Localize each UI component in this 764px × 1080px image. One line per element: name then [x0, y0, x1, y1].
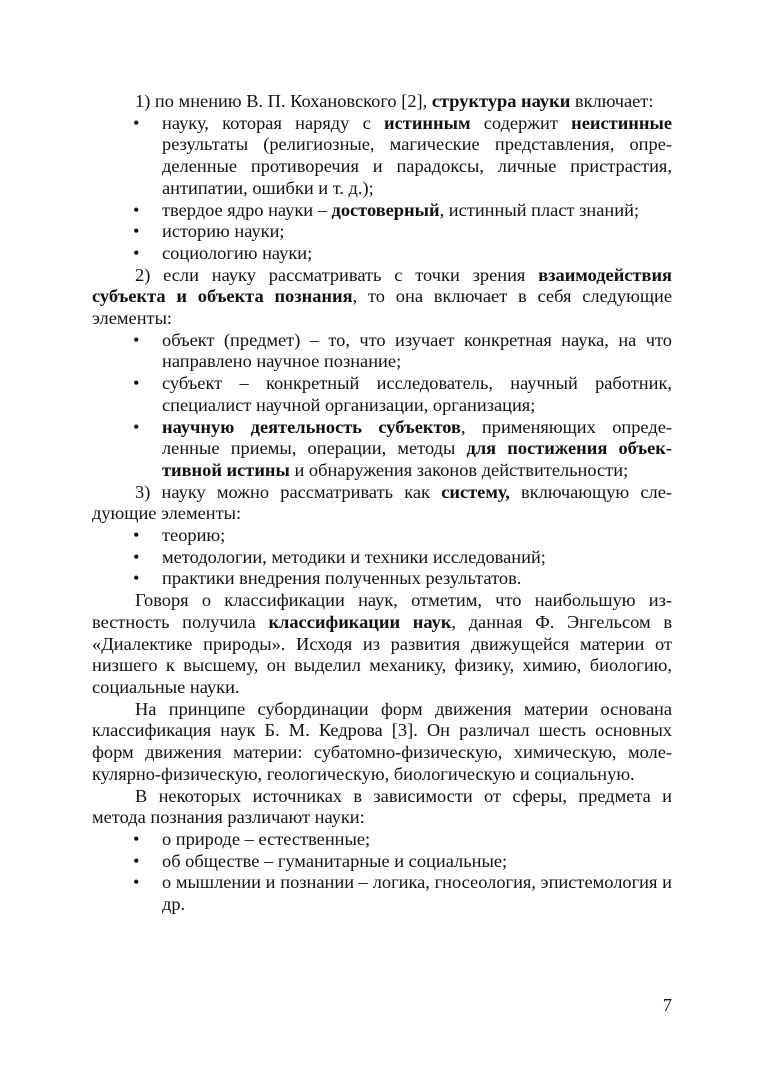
interaction-list	[92, 330, 672, 482]
structure-list	[92, 113, 672, 265]
text-run: практики внедрения полученных результатов.	[162, 568, 522, 589]
text-run: объект (предмет) – то, что изучает конкретная наука, на что направлено научное познание;	[162, 329, 672, 372]
text-run: историю науки;	[162, 221, 285, 242]
paragraph-system	[92, 482, 672, 525]
list-item	[92, 829, 672, 851]
paragraph-structure	[92, 91, 672, 113]
paragraph-interaction	[92, 265, 672, 330]
bullet: •	[133, 373, 140, 394]
text-run: Говоря о классификации наук, отметим, что наибольшую известность получила	[92, 590, 672, 632]
bold-term: структура науки	[431, 91, 571, 111]
bold-term: систему,	[441, 481, 510, 502]
text-run: В некоторых источниках в зависимости от сферы, предмета и метода познания различают науки:	[92, 785, 672, 828]
bullet: •	[133, 221, 140, 242]
text-run: , данная Ф. Энгельсом в «Диалектике природы». Исходя из развития движущейся материи от низшего к высшему, он выделил механику, физику, химию, биологию, социальные науки.	[92, 611, 673, 697]
body-text	[92, 91, 672, 916]
bullet: •	[133, 850, 140, 871]
text-run: о мышлении и познании – логика, гносеология, эпистемология и др.	[162, 872, 672, 915]
list-item	[92, 417, 672, 482]
text-run: , то она включает в себя следующие элементы:	[92, 286, 672, 329]
bold-term: научную деятельность субъектов	[162, 416, 461, 437]
text-run: 3) науку можно рассматривать как	[135, 481, 442, 502]
list-item	[92, 373, 672, 416]
bullet: •	[133, 199, 140, 220]
list-item	[92, 221, 672, 243]
bullet: •	[133, 546, 140, 567]
text-run: , применяющих определенные приемы, операции, методы	[162, 416, 672, 459]
list-item	[92, 200, 672, 222]
text-run: 2) если науку рассматривать с точки зрения	[135, 264, 539, 285]
text-run: о природе – естественные;	[162, 828, 371, 849]
bullet: •	[133, 242, 140, 263]
bold-term: классификации наук	[268, 611, 452, 632]
text-run: 1) по мнению В. П. Кохановского [2],	[135, 91, 432, 111]
bullet: •	[133, 568, 140, 589]
bullet: •	[133, 525, 140, 546]
list-item	[92, 872, 672, 915]
text-run: субъект – конкретный исследователь, научный работник, специалист научной организации, организация;	[162, 373, 672, 415]
bullet: •	[133, 416, 140, 437]
text-run: об обществе – гуманитарные и социальные;	[162, 850, 508, 871]
bold-term: взаимодействия субъекта и объекта познания	[92, 264, 672, 307]
bullet: •	[133, 872, 140, 893]
text-run: , истинный пласт знаний;	[439, 199, 640, 220]
list-item	[92, 525, 672, 547]
list-item	[92, 851, 672, 873]
text-run: твердое ядро науки –	[162, 199, 332, 220]
bold-term: неистинные	[571, 112, 673, 133]
list-item	[92, 113, 672, 200]
text-run: социологию науки;	[162, 242, 313, 263]
list-item	[92, 243, 672, 265]
paragraph-sources	[92, 786, 672, 829]
text-run: теорию;	[162, 525, 226, 546]
bullet: •	[133, 329, 140, 350]
list-item	[92, 568, 672, 590]
bold-term: достоверный	[331, 199, 440, 220]
system-list	[92, 525, 672, 590]
list-item	[92, 547, 672, 569]
bold-term: истинным	[384, 112, 471, 133]
sources-list	[92, 829, 672, 916]
text-run: результаты (религиозные, магические представления, определенные противоречия и парадоксы, личные пристрастия, антипатии, ошибки и т. д.);	[162, 134, 672, 198]
list-item	[92, 330, 672, 373]
paragraph-kedrov	[92, 699, 672, 786]
page-number: 7	[662, 995, 672, 1015]
text-run: включающую следующие элементы:	[92, 481, 672, 524]
text-run: методологии, методики и техники исследований;	[162, 546, 546, 567]
bullet: •	[133, 112, 140, 133]
text-run: и обнаружения законов действительности;	[289, 459, 629, 480]
paragraph-engels	[92, 590, 672, 699]
bold-term: для постижения объективной истины	[162, 438, 672, 480]
text-run: На принципе субординации форм движения материи основана классификация наук Б. М. Кедрова [3]. Он различал шесть основных форм движения материи: субатомно-физическую, химическую, молекулярно-физическую, геологическую, биологическую и социальную.	[92, 698, 672, 784]
text-run: включает:	[570, 91, 654, 111]
bullet: •	[133, 828, 140, 849]
text-run: науку, которая наряду с	[162, 112, 385, 133]
text-run: содержит	[470, 112, 572, 133]
